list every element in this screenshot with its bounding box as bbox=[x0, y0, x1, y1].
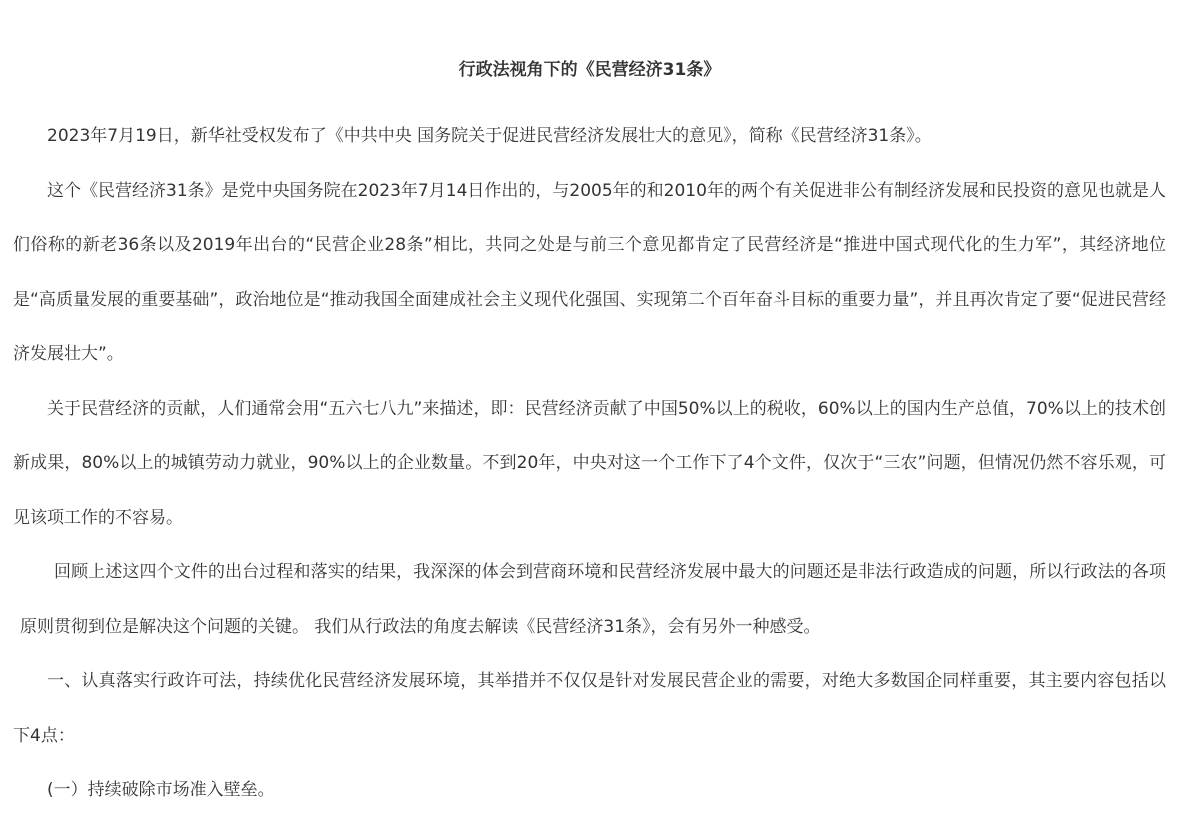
article-body bbox=[13, 109, 1166, 818]
paragraph-contribution: 关于民营经济的贡献，人们通常会用“五六七八九”来描述，即：民营经济贡献了中国50%以上的税收，60%以上的国内生产总值，70%以上的技术创新成果，80%以上的城镇劳动力就业，90%以上的企业数量。不到20年，中央对这一个工作下了4个文件，仅次于“三农”问题，但情况仍然不容乐观，可见该项工作的不容易。 bbox=[13, 398, 1166, 528]
paragraph-subsection-one: (一）持续破除市场准入壁垒。 bbox=[47, 780, 275, 800]
article-title: 行政法视角下的《民营经济31条》 bbox=[458, 60, 721, 80]
paragraph-date-intro: 2023年7月19日，新华社受权发布了《中共中央 国务院关于促进民营经济发展壮大的意见》，简称《民营经济31条》。 bbox=[47, 126, 932, 146]
paragraph-section-one: 一、认真落实行政许可法，持续优化民营经济发展环境，其举措并不仅仅是针对发展民营企业的需要，对绝大多数国企同样重要，其主要内容包括以下4点： bbox=[13, 671, 1166, 746]
paragraph-review: 回顾上述这四个文件的出台过程和落实的结果，我深深的体会到营商环境和民营经济发展中最大的问题还是非法行政造成的问题，所以行政法的各项原则贯彻到位是解决这个问题的关键。 我们从行政法的角度去解读《民营经济31条》，会有另外一种感受。 bbox=[20, 562, 1166, 637]
paragraph-comparison: 这个《民营经济31条》是党中央国务院在2023年7月14日作出的，与2005年的和2010年的两个有关促进非公有制经济发展和民投资的意见也就是人们俗称的新老36条以及2019年出台的“民营企业28条”相比，共同之处是与前三个意见都肯定了民营经济是“推进中国式现代化的生力军”，其经济地位是“高质量发展的重要基础”，政治地位是“推动我国全面建成社会主义现代化强国、实现第二个百年奋斗目标的重要力量”，并且再次肯定了要“促进民营经济发展壮大”。 bbox=[13, 180, 1166, 364]
